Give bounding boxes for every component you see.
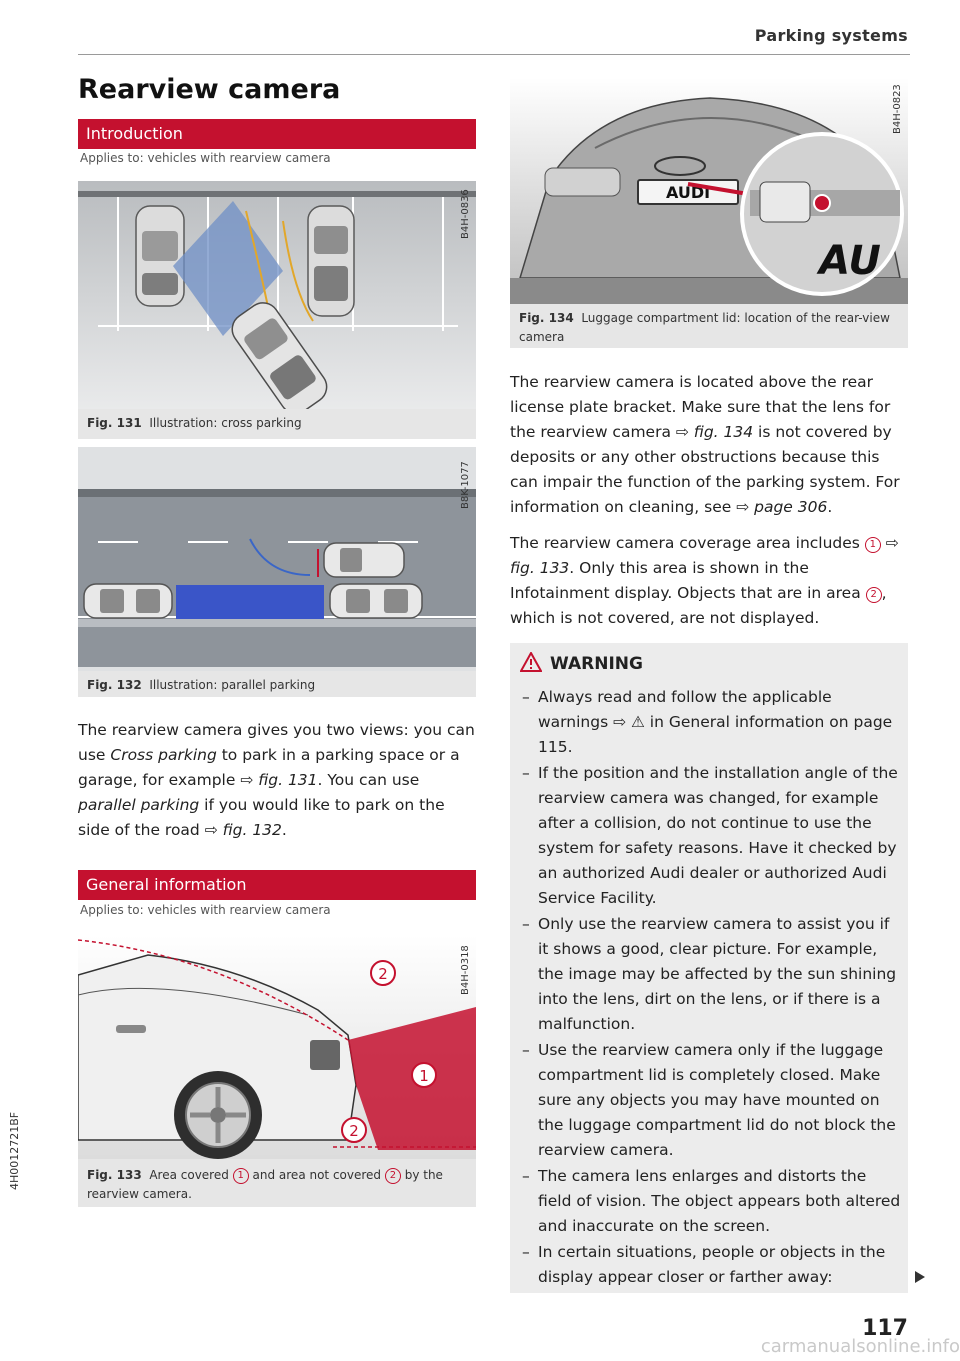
camera-location-illustration — [510, 78, 908, 304]
figure-reference-link[interactable]: ⇨ fig. 134 — [675, 423, 754, 441]
section-heading-introduction: Introduction — [78, 119, 476, 149]
figure-label: Fig. 132 — [87, 678, 142, 692]
figure-code: B4H-0836 — [460, 189, 471, 239]
text-run: , which is not covered, are not displayed. — [510, 584, 887, 627]
coverage-area-paragraph — [510, 531, 908, 631]
figure-132 — [78, 447, 476, 697]
figure-label: Fig. 131 — [87, 416, 142, 430]
applies-to-general: Applies to: vehicles with rearview camera — [80, 903, 331, 917]
parked-car-front — [84, 584, 172, 618]
text-run: The rearview camera gives you two views: you can use — [78, 721, 475, 764]
text-run: . Only this area is shown in the Infotainment display. Objects that are in area — [510, 559, 866, 602]
figure-caption-text: Luggage compartment lid: location of the rear-view camera — [519, 311, 890, 344]
figure-caption-text: and area not covered — [252, 1168, 382, 1182]
warning-list — [522, 685, 902, 1291]
text-run: . — [281, 821, 287, 839]
figure-reference-link[interactable]: ⇨ fig. 131 — [240, 771, 318, 789]
warning-item: – The camera lens enlarges and distorts the field of vision. The object appears both altered and inaccurate on the screen. — [522, 1164, 902, 1239]
figure-caption — [87, 676, 315, 695]
figure-label: Fig. 134 — [519, 311, 574, 325]
header-rule — [78, 54, 910, 55]
text-run: The rearview camera is located above the rear license plate bracket. Make sure that the lens for the rearview camera — [510, 373, 891, 441]
cross-parking-illustration — [78, 181, 476, 409]
warning-title: WARNING — [550, 654, 643, 674]
text-run: . — [827, 498, 833, 516]
warning-item: – In certain situations, people or objects in the display appear closer or farther away: — [522, 1240, 902, 1290]
figure-caption-text: Illustration: parallel parking — [149, 678, 316, 692]
rear-wheel — [174, 1071, 262, 1159]
page-title: Rearview camera — [78, 74, 341, 105]
text-run: if you would like to park on the side of the road — [78, 796, 445, 839]
text-run: . You can use — [317, 771, 420, 789]
marker-area-2-top — [371, 961, 395, 985]
marker-label: 2 — [349, 1122, 359, 1140]
warning-item: – If the position and the installation angle of the rearview camera was changed, for example after a collision, do not continue to use the system for safety reasons. Have it checked by an authorized Audi dealer or authorized Audi Service Facility. — [522, 761, 902, 911]
figure-133 — [78, 935, 476, 1207]
applies-to-introduction: Applies to: vehicles with rearview camera — [80, 151, 331, 165]
figure-label: Fig. 133 — [87, 1168, 142, 1182]
maneuvering-car — [324, 543, 404, 577]
badge-text: AU — [819, 238, 881, 284]
license-plate-text: AUDI — [665, 183, 711, 202]
figure-131 — [78, 181, 476, 439]
warning-item: – Always read and follow the applicable warnings ⇨ ⚠ in General information on page 115. — [522, 685, 902, 760]
figure-134 — [510, 78, 908, 348]
text-run: to park in a parking space or a garage, for example — [78, 746, 460, 789]
marker-area-2-bottom — [342, 1118, 366, 1142]
figure-caption-text: Area covered — [149, 1168, 229, 1182]
intro-paragraph — [78, 718, 478, 843]
circled-number: 1 — [865, 537, 881, 553]
continue-arrow-icon — [915, 1271, 925, 1283]
parked-car-left — [136, 206, 184, 306]
warning-triangle-icon — [520, 652, 542, 672]
parallel-parking-illustration — [78, 447, 476, 671]
marker-label: 2 — [378, 965, 388, 983]
parked-car-right — [308, 206, 354, 316]
emphasis-parallel-parking: parallel parking — [78, 796, 200, 814]
running-head: Parking systems — [754, 26, 908, 45]
warning-item: – Use the rearview camera only if the luggage compartment lid is completely closed. Make sure any objects you may have mounted on the luggage compartment lid do not block the rearview camera. — [522, 1038, 902, 1163]
warning-item: – Only use the rearview camera to assist you if it shows a good, clear picture. For example, the image may be affected by the sun shining into the lens, dirt on the lens, or if there is a malfunction. — [522, 912, 902, 1037]
figure-reference-link[interactable]: ⇨ fig. 133 — [510, 534, 899, 577]
parked-car-rear — [330, 584, 422, 618]
document-code: 4H0012721BF — [8, 1111, 21, 1190]
coverage-area-illustration — [78, 935, 476, 1159]
warning-heading — [520, 652, 643, 674]
figure-code: B8K-1077 — [460, 461, 471, 509]
page-reference-link[interactable]: ⇨ page 306 — [736, 498, 828, 516]
figure-caption — [87, 414, 302, 433]
camera-coverage-area — [176, 585, 324, 619]
figure-caption — [87, 1166, 471, 1204]
emphasis-cross-parking: Cross parking — [110, 746, 217, 764]
text-run: is not covered by deposits or any other obstructions because this can impair the function of the parking system. For information on cleaning, see — [510, 423, 900, 516]
figure-code: B4H-0823 — [892, 84, 903, 134]
page-number: 117 — [862, 1316, 908, 1341]
section-heading-general-information: General information — [78, 870, 476, 900]
circled-number: 1 — [233, 1168, 249, 1184]
circled-number: 2 — [866, 587, 882, 603]
figure-code: B4H-0318 — [460, 945, 471, 995]
footer-watermark: carmanualsonline.info — [760, 1336, 960, 1357]
figure-caption — [519, 309, 891, 347]
camera-location-paragraph — [510, 370, 908, 520]
circled-number: 2 — [385, 1168, 401, 1184]
camera-lens-icon — [814, 195, 830, 211]
figure-caption-text: Illustration: cross parking — [149, 416, 302, 430]
figure-caption-text: by the rearview camera. — [87, 1168, 443, 1201]
text-run: The rearview camera coverage area includes — [510, 534, 865, 552]
marker-area-1 — [412, 1063, 436, 1087]
camera-zoom-circle — [742, 134, 902, 294]
marker-label: 1 — [419, 1067, 429, 1085]
figure-reference-link[interactable]: ⇨ fig. 132 — [204, 821, 282, 839]
